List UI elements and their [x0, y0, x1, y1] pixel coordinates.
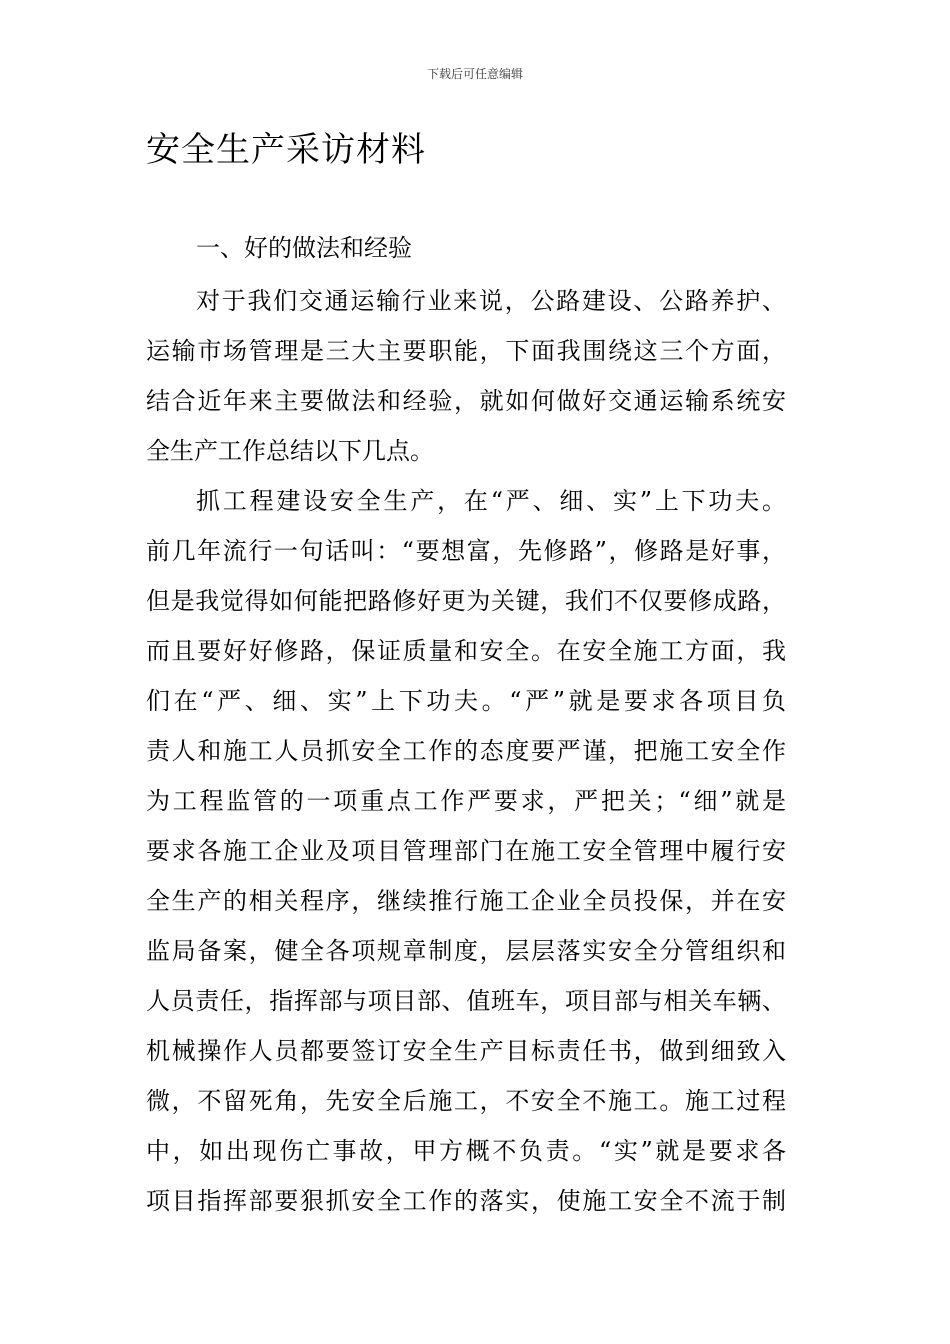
text-line: 们在“严、细、实”上下功夫。“严”就是要求各项目负 — [146, 687, 786, 715]
paragraph-1 — [146, 276, 786, 476]
text-line: 责人和施工人员抓安全工作的态度要严谨，把施工安全作 — [146, 737, 786, 765]
text-line: 对于我们交通运输行业来说，公路建设、公路养护、 — [196, 287, 786, 315]
text-line: 监局备案，健全各项规章制度，层层落实安全分管组织和 — [146, 937, 786, 965]
text-line: 但是我觉得如何能把路修好更为关键，我们不仅要修成路， — [146, 587, 786, 615]
text-line: 前几年流行一句话叫：“要想富，先修路”，修路是好事， — [146, 537, 786, 565]
text-line: 全生产的相关程序，继续推行施工企业全员投保，并在安 — [146, 887, 786, 915]
text-line: 项目指挥部要狠抓安全工作的落实，使施工安全不流于制 — [146, 1187, 786, 1215]
text-line: 而且要好好修路，保证质量和安全。在安全施工方面，我 — [146, 637, 786, 665]
section-heading: 一、好的做法和经验 — [196, 234, 412, 262]
text-line: 结合近年来主要做法和经验，就如何做好交通运输系统安 — [146, 387, 786, 415]
paragraph-2 — [146, 476, 786, 1226]
text-line: 运输市场管理是三大主要职能，下面我围绕这三个方面， — [146, 337, 786, 365]
text-line: 机械操作人员都要签订安全生产目标责任书，做到细致入 — [146, 1037, 786, 1065]
text-line: 全生产工作总结以下几点。 — [146, 437, 434, 465]
text-line: 为工程监管的一项重点工作严要求，严把关；“细”就是 — [146, 787, 786, 815]
text-line: 要求各施工企业及项目管理部门在施工安全管理中履行安 — [146, 837, 786, 865]
text-line: 抓工程建设安全生产，在“严、细、实”上下功夫。 — [196, 487, 786, 515]
document-title: 安全生产采访材料 — [146, 130, 426, 170]
text-line: 中，如出现伤亡事故，甲方概不负责。“实”就是要求各 — [146, 1137, 786, 1165]
text-line: 人员责任，指挥部与项目部、值班车，项目部与相关车辆、 — [146, 987, 786, 1015]
document-body — [146, 276, 786, 1226]
header-note: 下载后可任意编辑 — [426, 67, 523, 81]
text-line: 微，不留死角，先安全后施工，不安全不施工。施工过程 — [146, 1087, 786, 1115]
